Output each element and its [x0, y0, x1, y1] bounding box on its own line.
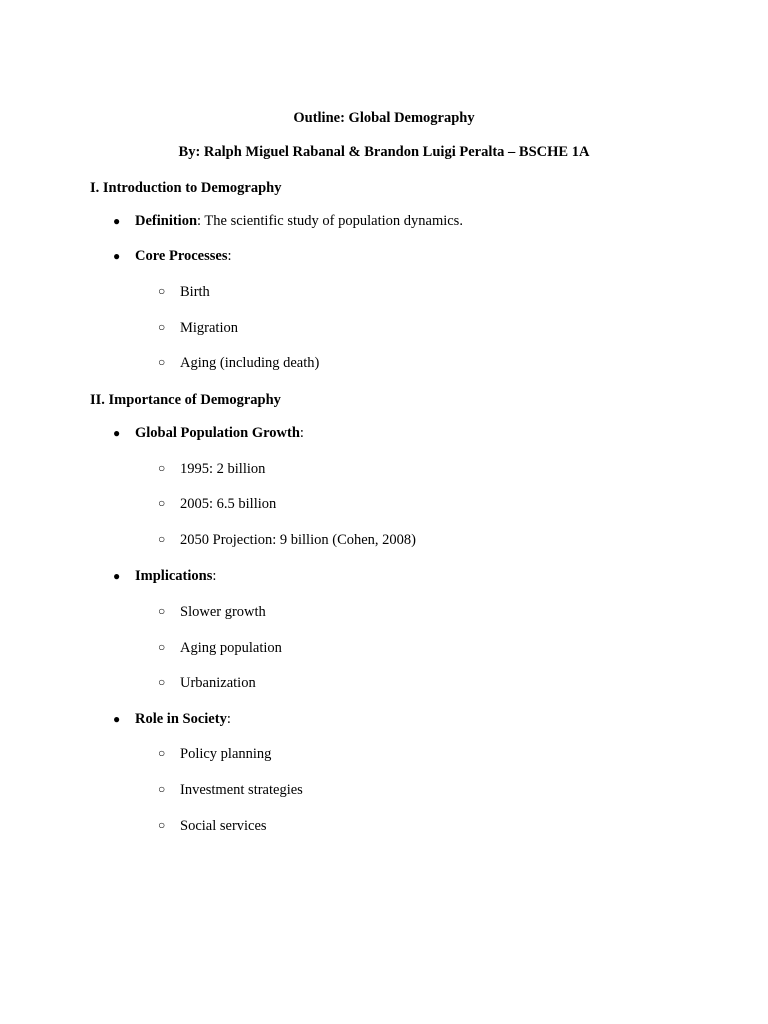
item-term: Implications — [135, 568, 213, 584]
sub-item-text: Investment strategies — [180, 782, 303, 798]
sub-item-text: 2005: 6.5 billion — [180, 496, 277, 512]
hollow-bullet-icon: ○ — [158, 604, 166, 618]
hollow-bullet-icon: ○ — [158, 532, 166, 546]
hollow-bullet-icon: ○ — [158, 320, 166, 334]
section-heading: I. Introduction to Demography — [90, 180, 282, 196]
sub-item-text: Slower growth — [180, 604, 266, 620]
item-text: : — [212, 568, 217, 584]
sub-item-text: 2050 Projection: 9 billion (Cohen, 2008) — [180, 532, 417, 548]
hollow-bullet-icon: ○ — [158, 640, 166, 654]
bullet-icon: ● — [113, 569, 121, 583]
item-term: Definition — [135, 213, 198, 229]
sub-item-text: Birth — [180, 284, 210, 300]
hollow-bullet-icon: ○ — [158, 355, 166, 369]
sub-item-text: Urbanization — [180, 675, 256, 691]
hollow-bullet-icon: ○ — [158, 818, 166, 832]
hollow-bullet-icon: ○ — [158, 461, 166, 475]
bullet-icon: ● — [113, 712, 121, 726]
bullet-icon: ● — [113, 426, 121, 440]
sub-item-text: Aging population — [180, 640, 282, 656]
hollow-bullet-icon: ○ — [158, 746, 166, 760]
item-term: Global Population Growth — [135, 425, 300, 441]
document-authors: By: Ralph Miguel Rabanal & Brandon Luigi Peralta – BSCHE 1A — [178, 144, 590, 160]
item-text: : — [226, 711, 231, 727]
bullet-icon: ● — [113, 249, 121, 263]
item-text: : — [227, 248, 232, 264]
sub-item-text: Policy planning — [180, 746, 272, 762]
sub-item-text: Social services — [180, 818, 267, 834]
sub-item-text: Migration — [180, 320, 238, 336]
bullet-icon: ● — [113, 214, 121, 228]
sub-item-text: Aging (including death) — [180, 355, 320, 371]
item-term: Core Processes — [135, 248, 228, 264]
hollow-bullet-icon: ○ — [158, 284, 166, 298]
hollow-bullet-icon: ○ — [158, 675, 166, 689]
section-heading: II. Importance of Demography — [90, 392, 281, 408]
item-term: Role in Society — [135, 711, 227, 727]
item-text: : — [299, 425, 304, 441]
document-title: Outline: Global Demography — [293, 110, 475, 126]
sub-item-text: 1995: 2 billion — [180, 461, 266, 477]
hollow-bullet-icon: ○ — [158, 496, 166, 510]
item-text: : The scientific study of population dynamics. — [197, 213, 463, 229]
hollow-bullet-icon: ○ — [158, 782, 166, 796]
